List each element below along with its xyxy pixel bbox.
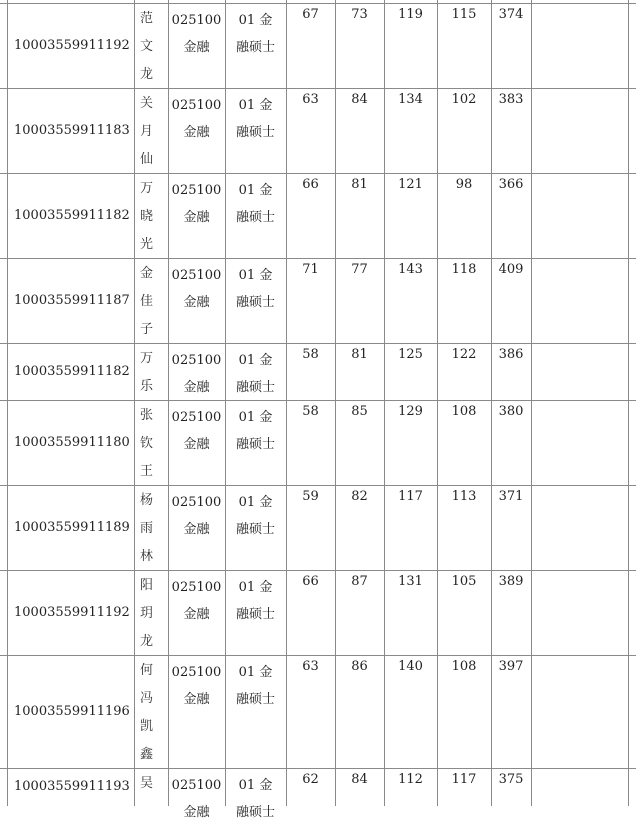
score-politics: 66 (302, 177, 319, 192)
major-text: 金融 (183, 125, 210, 140)
score-english: 82 (351, 489, 368, 504)
direction-text: 融硕士 (235, 125, 275, 140)
direction-cell (225, 343, 286, 404)
direction-text: 融硕士 (235, 380, 275, 395)
direction-cell (225, 173, 286, 262)
direction-cell (225, 258, 286, 347)
major-cell (168, 570, 225, 659)
table-row (0, 88, 636, 173)
major-text: 金融 (183, 40, 210, 55)
score-math: 121 (398, 177, 423, 192)
direction-text: 融硕士 (235, 210, 275, 225)
major-text: 025100 (171, 183, 222, 198)
direction-cell (225, 570, 286, 659)
score-total: 386 (498, 347, 524, 362)
candidate-id: 10003559911183 (14, 123, 130, 138)
major-text: 金融 (183, 805, 210, 820)
direction-cell (225, 485, 286, 574)
table-row (0, 485, 636, 570)
direction-text: 融硕士 (235, 692, 275, 707)
score-professional: 113 (451, 489, 477, 504)
candidate-id: 10003559911189 (14, 520, 130, 535)
direction-text: 01 金 (238, 665, 273, 680)
direction-text: 融硕士 (235, 40, 275, 55)
candidate-name: 吴 (140, 776, 154, 791)
candidate-name: 万乐 (140, 351, 154, 394)
major-text: 025100 (171, 353, 222, 368)
major-cell (168, 768, 225, 820)
direction-cell (225, 655, 286, 772)
score-politics: 63 (302, 92, 319, 107)
major-text: 025100 (171, 665, 222, 680)
candidate-id: 10003559911182 (14, 208, 130, 223)
score-professional: 115 (451, 7, 477, 22)
major-text: 025100 (171, 98, 222, 113)
score-professional: 105 (451, 574, 477, 589)
candidate-name: 金佳子 (140, 266, 154, 337)
score-politics: 58 (302, 347, 319, 362)
score-politics: 63 (302, 659, 319, 674)
direction-cell (225, 88, 286, 177)
direction-cell (225, 3, 286, 92)
major-text: 金融 (183, 380, 210, 395)
major-text: 金融 (183, 692, 210, 707)
direction-text: 01 金 (238, 268, 273, 283)
direction-text: 融硕士 (235, 437, 275, 452)
direction-text: 融硕士 (235, 295, 275, 310)
score-math: 134 (398, 92, 423, 107)
major-cell (168, 258, 225, 347)
score-english: 81 (351, 177, 368, 192)
direction-cell (225, 400, 286, 489)
major-text: 金融 (183, 522, 210, 537)
direction-text: 融硕士 (235, 607, 275, 622)
major-text: 025100 (171, 268, 222, 283)
score-english: 73 (351, 7, 368, 22)
major-text: 025100 (171, 495, 222, 510)
major-text: 025100 (171, 778, 222, 793)
score-english: 87 (351, 574, 368, 589)
score-english: 84 (351, 92, 368, 107)
score-professional: 122 (451, 347, 477, 362)
major-text: 金融 (183, 437, 210, 452)
score-professional: 108 (451, 404, 477, 419)
candidate-name: 杨雨林 (140, 493, 154, 564)
score-politics: 67 (302, 7, 319, 22)
candidate-id: 10003559911193 (14, 779, 130, 794)
direction-text: 01 金 (238, 495, 273, 510)
candidate-name: 万晓光 (140, 181, 154, 252)
direction-text: 融硕士 (235, 522, 275, 537)
major-text: 金融 (183, 295, 210, 310)
direction-text: 01 金 (238, 13, 273, 28)
candidate-id: 10003559911182 (14, 364, 130, 379)
score-math: 143 (398, 262, 423, 277)
major-text: 025100 (171, 580, 222, 595)
major-text: 025100 (171, 13, 222, 28)
direction-text: 01 金 (238, 183, 273, 198)
candidate-name: 张钦王 (140, 408, 154, 479)
candidate-id: 10003559911180 (14, 435, 130, 450)
score-total: 409 (498, 262, 524, 277)
major-cell (168, 655, 225, 772)
score-math: 117 (398, 489, 423, 504)
candidate-id: 10003559911192 (14, 605, 130, 620)
score-english: 84 (351, 772, 368, 787)
direction-text: 01 金 (238, 98, 273, 113)
table-row (0, 570, 636, 655)
score-english: 77 (351, 262, 368, 277)
score-politics: 71 (302, 262, 319, 277)
major-text: 金融 (183, 210, 210, 225)
candidate-name: 范文龙 (140, 11, 154, 82)
score-politics: 66 (302, 574, 319, 589)
score-english: 86 (351, 659, 368, 674)
major-text: 金融 (183, 607, 210, 622)
major-cell (168, 485, 225, 574)
table-row (0, 655, 636, 768)
score-total: 389 (498, 574, 524, 589)
score-total: 366 (498, 177, 524, 192)
major-cell (168, 3, 225, 92)
candidate-name: 何冯凯鑫 (140, 663, 154, 762)
score-math: 131 (398, 574, 423, 589)
score-professional: 118 (451, 262, 477, 277)
table-row (0, 768, 636, 820)
score-math: 119 (398, 7, 423, 22)
table-row (0, 3, 636, 88)
major-cell (168, 173, 225, 262)
table-row (0, 343, 636, 400)
score-professional: 108 (451, 659, 477, 674)
score-total: 375 (498, 772, 524, 787)
score-math: 140 (398, 659, 423, 674)
score-math: 112 (398, 772, 423, 787)
score-politics: 58 (302, 404, 319, 419)
major-text: 025100 (171, 410, 222, 425)
score-professional: 98 (455, 177, 473, 192)
major-cell (168, 343, 225, 404)
table-row (0, 400, 636, 485)
candidate-id: 10003559911192 (14, 38, 130, 53)
score-english: 85 (351, 404, 368, 419)
direction-text: 01 金 (238, 353, 273, 368)
direction-text: 01 金 (238, 580, 273, 595)
score-politics: 59 (302, 489, 319, 504)
direction-text: 01 金 (238, 778, 273, 793)
score-english: 81 (351, 347, 368, 362)
score-total: 374 (498, 7, 524, 22)
candidate-name: 阳玥龙 (140, 578, 154, 649)
score-politics: 62 (302, 772, 319, 787)
candidate-id: 10003559911196 (14, 704, 130, 719)
candidate-id: 10003559911187 (14, 293, 130, 308)
score-professional: 117 (451, 772, 477, 787)
score-professional: 102 (451, 92, 477, 107)
score-math: 129 (398, 404, 423, 419)
direction-text: 01 金 (238, 410, 273, 425)
score-total: 397 (498, 659, 524, 674)
table-row (0, 258, 636, 343)
major-cell (168, 88, 225, 177)
score-math: 125 (398, 347, 423, 362)
score-total: 383 (498, 92, 524, 107)
score-total: 371 (498, 489, 524, 504)
table-row (0, 173, 636, 258)
candidate-name: 关月仙 (140, 96, 154, 167)
direction-text: 融硕士 (235, 805, 275, 820)
score-total: 380 (498, 404, 524, 419)
major-cell (168, 400, 225, 489)
direction-cell (225, 768, 286, 820)
